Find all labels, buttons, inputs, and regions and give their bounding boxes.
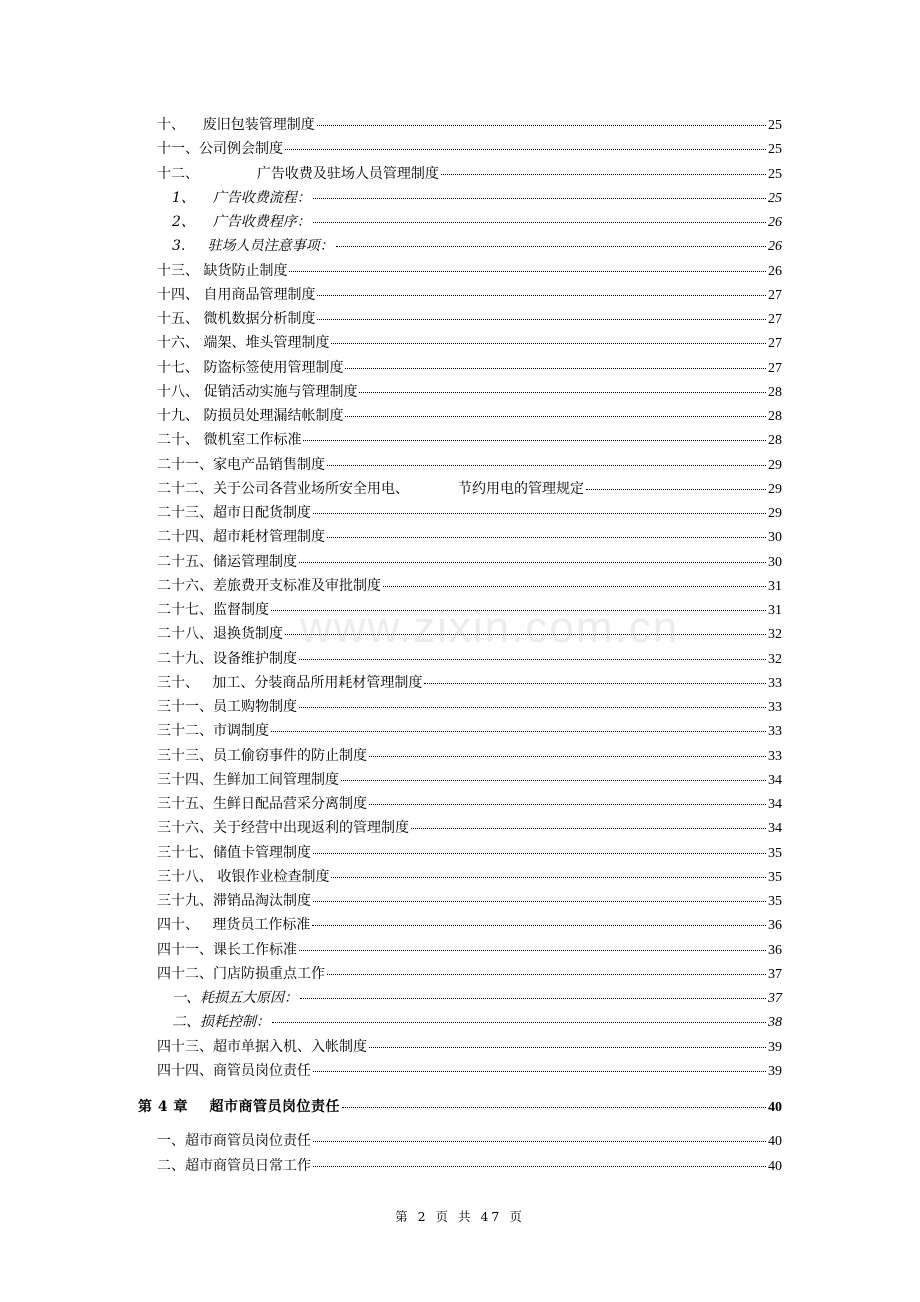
toc-entry-label: 二十一、家电产品销售制度 [157, 456, 325, 473]
table-of-contents [0, 113, 920, 1178]
toc-entry-page: 38 [768, 1015, 782, 1031]
toc-entry-label: 2、 广告收费程序： [172, 214, 311, 230]
toc-entry-label: 十五、 微机数据分析制度 [157, 311, 316, 327]
toc-entry-page: 29 [768, 481, 782, 497]
toc-entry-label: 十七、 防盗标签使用管理制度 [157, 359, 344, 376]
toc-entry[interactable] [0, 234, 920, 258]
toc-entry[interactable] [0, 501, 920, 525]
toc-entry[interactable] [0, 671, 920, 695]
toc-dot-leader [327, 974, 766, 975]
toc-dot-leader [299, 562, 766, 563]
toc-entry[interactable] [0, 1154, 920, 1178]
toc-dot-leader [336, 246, 766, 247]
toc-entry[interactable] [0, 550, 920, 574]
toc-entry-label: 二十三、超市日配货制度 [157, 505, 311, 521]
toc-dot-leader [271, 731, 766, 732]
toc-entry[interactable] [0, 356, 920, 380]
toc-entry[interactable] [0, 598, 920, 622]
toc-entry-label: 十、 废旧包装管理制度 [157, 117, 315, 133]
toc-entry-page: 30 [768, 554, 782, 570]
toc-entry-page: 33 [768, 675, 782, 691]
toc-entry[interactable] [0, 647, 920, 671]
toc-dot-leader [271, 610, 766, 611]
toc-entry-label: 四十二、门店防损重点工作 [157, 965, 325, 982]
toc-entry[interactable] [0, 986, 920, 1010]
toc-entry-page: 26 [768, 215, 782, 230]
toc-entry-page: 25 [768, 190, 782, 206]
toc-entry[interactable] [0, 113, 920, 137]
toc-section-after-chapter [0, 1129, 920, 1178]
toc-dot-leader [327, 537, 766, 538]
toc-entry-page: 39 [768, 1063, 782, 1079]
toc-entry-label: 3. 驻场人员注意事项： [172, 238, 334, 255]
toc-dot-leader [342, 1107, 766, 1108]
toc-entry-label: 二十、 微机室工作标准 [157, 432, 302, 449]
toc-dot-leader [313, 222, 766, 223]
toc-entry[interactable] [0, 622, 920, 646]
toc-dot-leader [359, 392, 766, 393]
toc-entry-label: 四十、 理货员工作标准 [157, 917, 311, 934]
toc-dot-leader [341, 780, 766, 781]
toc-dot-leader [313, 901, 766, 902]
toc-entry-label: 三十四、生鲜加工间管理制度 [157, 771, 339, 788]
toc-entry[interactable] [0, 719, 920, 743]
toc-entry-label: 二十四、超市耗材管理制度 [157, 529, 325, 546]
toc-dot-leader [299, 659, 766, 660]
toc-entry-label: 二、损耗控制： [172, 1014, 270, 1031]
toc-entry-page: 25 [768, 166, 782, 182]
toc-entry[interactable] [0, 744, 920, 768]
toc-entry-page: 28 [768, 384, 782, 400]
toc-entry-label: 十一、公司例会制度 [157, 141, 283, 158]
toc-entry[interactable] [0, 913, 920, 937]
toc-entry-page: 40 [768, 1158, 782, 1174]
toc-entry[interactable] [0, 1059, 920, 1083]
toc-entry-label: 二十八、退换货制度 [157, 626, 283, 643]
page-footer: 第 2 页 共 47 页 [395, 1209, 525, 1224]
toc-dot-leader [345, 368, 766, 369]
toc-dot-leader [317, 319, 766, 320]
toc-dot-leader [300, 998, 766, 999]
toc-dot-leader [272, 1022, 766, 1023]
toc-entry-page: 27 [768, 287, 782, 303]
toc-dot-leader [313, 198, 766, 199]
toc-dot-leader [313, 1166, 766, 1167]
toc-entry-page: 36 [768, 918, 782, 934]
toc-entry-page: 34 [768, 797, 782, 812]
toc-entry[interactable] [0, 574, 920, 598]
toc-entry-label: 三十二、市调制度 [157, 723, 269, 740]
toc-entry-label: 三十九、滞销品淘汰制度 [157, 893, 311, 909]
toc-entry[interactable] [0, 1010, 920, 1034]
toc-dot-leader [331, 877, 766, 878]
toc-entry-label: 十三、 缺货防止制度 [157, 262, 288, 279]
toc-entry[interactable] [0, 816, 920, 840]
toc-entry-page: 34 [768, 772, 782, 788]
toc-entry[interactable] [0, 137, 920, 161]
toc-entry[interactable] [0, 259, 920, 283]
toc-entry[interactable] [0, 962, 920, 986]
toc-entry-label: 三十三、员工偷窃事件的防止制度 [157, 747, 367, 764]
toc-entry-page: 28 [768, 409, 782, 424]
toc-entry[interactable] [0, 380, 920, 404]
toc-entry-label: 二十七、监督制度 [157, 602, 269, 618]
toc-entry-page: 37 [768, 991, 782, 1006]
toc-dot-leader [586, 489, 766, 490]
toc-entry-label: 二十五、储运管理制度 [157, 553, 297, 570]
toc-entry-label: 十六、 端架、堆头管理制度 [157, 335, 330, 352]
toc-entry-label: 三十一、员工购物制度 [157, 699, 297, 715]
toc-entry[interactable] [0, 283, 920, 307]
toc-dot-leader [317, 295, 766, 296]
toc-dot-leader [303, 440, 766, 441]
toc-dot-leader [369, 1047, 766, 1048]
toc-dot-leader [424, 683, 766, 684]
toc-dot-leader [369, 804, 766, 805]
toc-entry-label: 三十五、生鲜日配品营采分离制度 [157, 796, 367, 812]
toc-entry[interactable] [0, 525, 920, 549]
toc-entry-page: 36 [768, 942, 782, 958]
toc-dot-leader [313, 1141, 766, 1142]
toc-entry-page: 26 [768, 239, 782, 255]
toc-section-before-chapter [0, 113, 920, 1083]
toc-dot-leader [299, 707, 766, 708]
toc-dot-leader [289, 271, 766, 272]
toc-entry-label: 四十四、商管员岗位责任 [157, 1062, 311, 1079]
toc-entry[interactable] [0, 768, 920, 792]
toc-chapter-label: 第 4 章 超市商管员岗位责任 [138, 1099, 340, 1115]
toc-entry-page: 32 [768, 651, 782, 667]
toc-entry-page: 35 [768, 845, 782, 861]
toc-entry-page: 33 [768, 748, 782, 764]
toc-entry-label: 十九、 防损员处理漏结帐制度 [157, 408, 344, 424]
toc-dot-leader [317, 125, 766, 126]
toc-dot-leader [369, 756, 766, 757]
toc-entry-page: 27 [768, 312, 782, 327]
toc-entry-label: 三十八、 收银作业检查制度 [157, 868, 330, 885]
toc-dot-leader [345, 416, 766, 417]
toc-dot-leader [331, 343, 766, 344]
toc-entry[interactable] [0, 695, 920, 719]
toc-entry[interactable] [0, 210, 920, 234]
toc-entry-page: 28 [768, 433, 782, 449]
toc-entry-label: 三十六、关于经营中出现返利的管理制度 [157, 820, 409, 837]
toc-entry-label: 三十七、储值卡管理制度 [157, 844, 311, 861]
toc-dot-leader [383, 586, 766, 587]
toc-entry-label: 十八、 促销活动实施与管理制度 [157, 383, 358, 400]
toc-entry[interactable] [0, 404, 920, 428]
toc-dot-leader [327, 465, 766, 466]
toc-entry[interactable] [0, 453, 920, 477]
toc-entry-page: 39 [768, 1039, 782, 1055]
toc-dot-leader [312, 925, 766, 926]
toc-entry-page: 33 [768, 700, 782, 715]
toc-entry[interactable] [0, 331, 920, 355]
toc-entry-label: 二十六、差旅费开支标准及审批制度 [157, 577, 381, 594]
toc-entry-label: 二十二、关于公司各营业场所安全用电、 节约用电的管理规定 [157, 480, 584, 497]
toc-entry-page: 29 [768, 506, 782, 521]
toc-dot-leader [313, 1071, 766, 1072]
toc-entry[interactable] [0, 1129, 920, 1153]
toc-entry-label: 1、 广告收费流程： [172, 189, 311, 206]
toc-entry-page: 35 [768, 869, 782, 885]
toc-dot-leader [441, 174, 766, 175]
toc-dot-leader [313, 513, 766, 514]
toc-entry[interactable] [0, 162, 920, 186]
toc-dot-leader [313, 853, 766, 854]
toc-entry-label: 二十九、设备维护制度 [157, 650, 297, 667]
toc-entry-page: 25 [768, 142, 782, 158]
toc-chapter-row[interactable] [0, 1095, 920, 1119]
toc-chapter-page: 40 [768, 1100, 782, 1115]
toc-entry-page: 27 [768, 336, 782, 352]
toc-entry-label: 二、超市商管员日常工作 [157, 1157, 311, 1174]
toc-entry-page: 34 [768, 821, 782, 837]
toc-entry-page: 27 [768, 360, 782, 376]
toc-entry-label: 三十、 加工、分装商品所用耗材管理制度 [157, 674, 423, 691]
toc-entry-page: 31 [768, 578, 782, 594]
toc-entry-page: 25 [768, 118, 782, 133]
toc-dot-leader [411, 828, 766, 829]
toc-entry-page: 40 [768, 1134, 782, 1150]
toc-entry-page: 35 [768, 894, 782, 909]
toc-entry-label: 四十一、课长工作标准 [157, 941, 297, 958]
toc-entry-label: 十二、 广告收费及驻场人员管理制度 [157, 165, 439, 182]
toc-entry-label: 一、耗损五大原因： [172, 990, 298, 1006]
toc-entry[interactable] [0, 477, 920, 501]
toc-dot-leader [299, 950, 766, 951]
toc-entry[interactable] [0, 307, 920, 331]
toc-entry-page: 31 [768, 603, 782, 618]
toc-entry[interactable] [0, 1035, 920, 1059]
toc-entry[interactable] [0, 428, 920, 452]
toc-entry-page: 37 [768, 966, 782, 982]
watermark: www.zixin.com.cn [300, 603, 680, 652]
toc-entry-page: 33 [768, 724, 782, 740]
toc-entry-page: 26 [768, 263, 782, 279]
toc-entry-page: 30 [768, 530, 782, 546]
toc-entry-label: 十四、 自用商品管理制度 [157, 286, 316, 303]
toc-entry[interactable] [0, 792, 920, 816]
toc-entry-page: 32 [768, 627, 782, 643]
toc-dot-leader [285, 149, 766, 150]
toc-entry-label: 一、超市商管员岗位责任 [157, 1133, 311, 1150]
toc-entry[interactable] [0, 186, 920, 210]
toc-entry[interactable] [0, 889, 920, 913]
toc-entry[interactable] [0, 938, 920, 962]
toc-entry-label: 四十三、超市单据入机、入帐制度 [157, 1038, 367, 1055]
toc-entry[interactable] [0, 841, 920, 865]
toc-entry[interactable] [0, 865, 920, 889]
toc-entry-page: 29 [768, 457, 782, 473]
toc-dot-leader [285, 634, 766, 635]
